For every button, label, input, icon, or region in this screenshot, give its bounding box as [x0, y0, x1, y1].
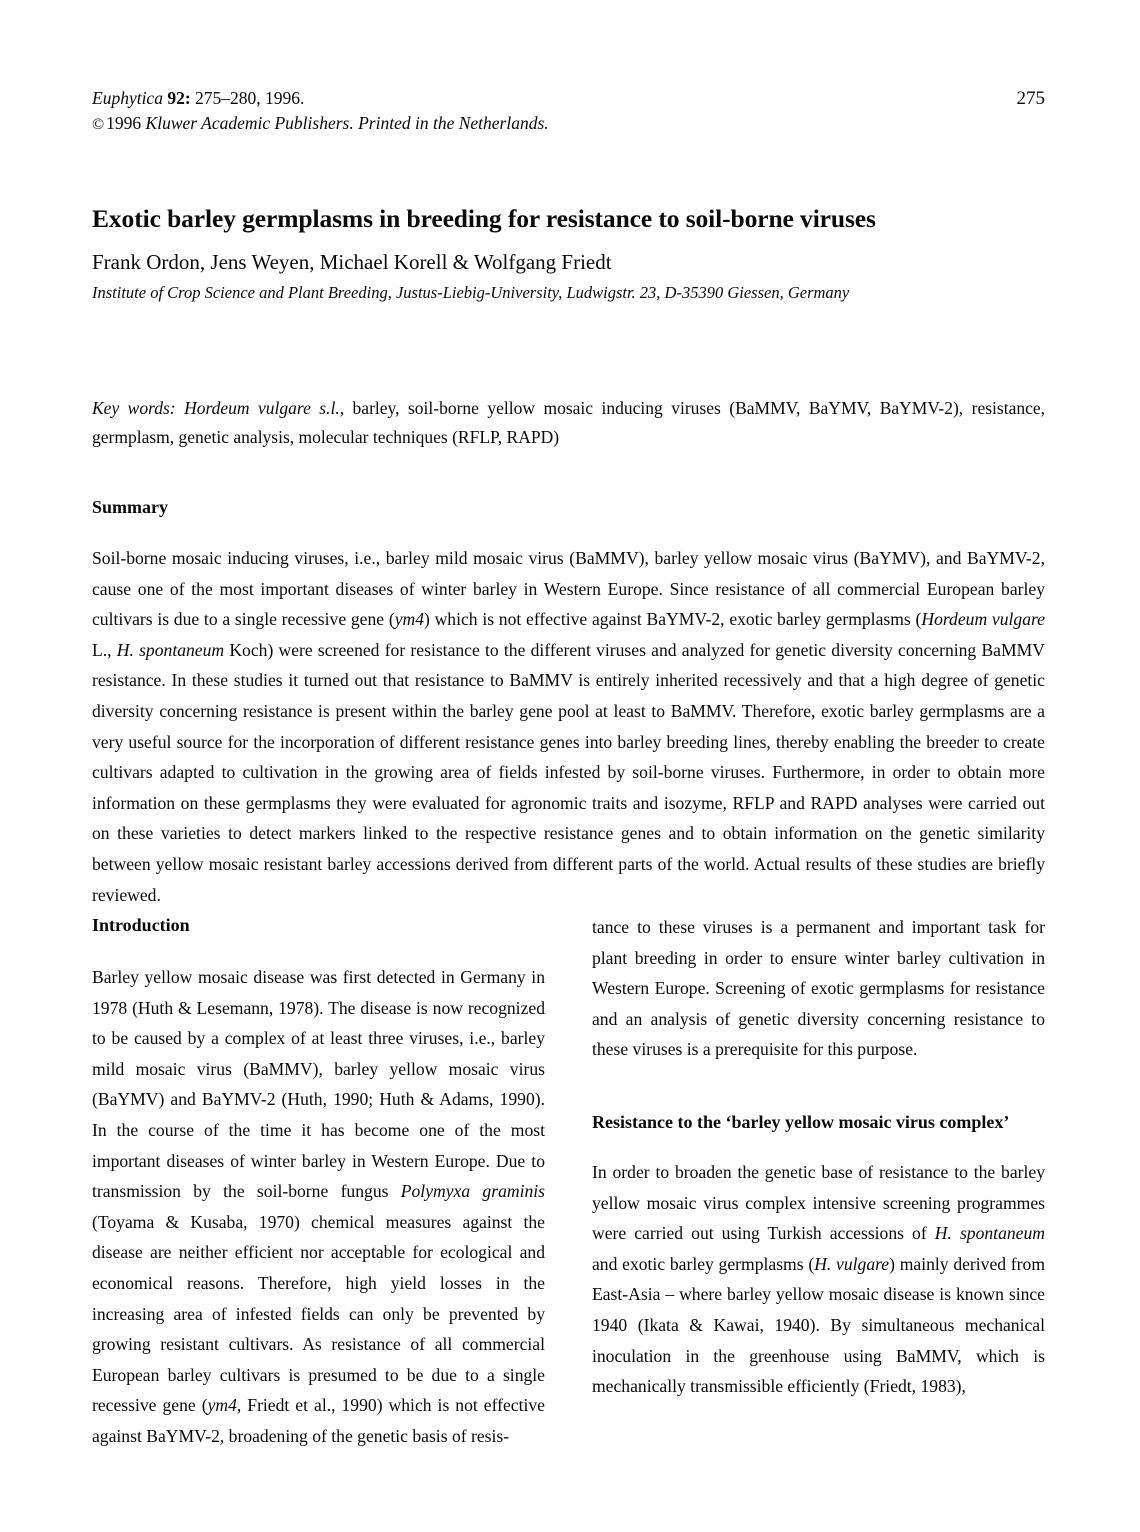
intro-text-2: (Toyama & Kusaba, 1970) chemical measures against the disease are neither efficient nor acceptable for ecological and economical reasons. Therefore, high yield losses in the increasing area of infested fields can only be prevented by growing resistant cultivars. As resistance of all commercial European barley cultivars is presumed to be due to a single recessive gene (	[92, 1211, 545, 1416]
keywords-block	[92, 394, 1045, 451]
article-title: Exotic barley germplasms in breeding for resistance to soil-borne viruses	[92, 204, 876, 234]
introduction-continuation-paragraph: tance to these viruses is a permanent and important task for plant breeding in order to ensure winter barley cultivation in Western Europe. Screening of exotic germplasms for resistance and an analysis of genetic diversity concerning resistance to these viruses is a prerequisite for this purpose.	[592, 917, 1045, 1060]
resistance-species-h-vulgare: H. vulgare	[814, 1253, 890, 1274]
paper-page	[92, 0, 1045, 1532]
two-column-body	[92, 912, 1046, 1446]
journal-name: Euphytica	[92, 88, 163, 108]
resistance-text-3: ) mainly derived from East-Asia – where barley yellow mosaic disease is known since 1940 (Ikata & Kawai, 1940). By simultaneous mechanical inoculation in the greenhouse using BaMMV, which is mechanically transmissible efficiently (Friedt, 1983),	[592, 1253, 1046, 1397]
introduction-paragraph	[92, 962, 545, 1452]
intro-species-polymyxa-graminis: Polymyxa graminis	[400, 1181, 545, 1202]
journal-volume: 92:	[167, 88, 191, 108]
resistance-species-h-spontaneum: H. spontaneum	[934, 1223, 1045, 1244]
journal-header	[92, 86, 1045, 137]
author-list: Frank Ordon, Jens Weyen, Michael Korell & Wolfgang Friedt	[92, 250, 612, 274]
summary-gene-ym4: ym4	[394, 609, 424, 630]
copyright-line	[92, 111, 1045, 137]
publisher-name: Kluwer Academic Publishers.	[145, 113, 354, 133]
resistance-text-1: In order to broaden the genetic base of resistance to the barley yellow mosaic virus complex intensive screening programmes were carried out using Turkish accessions of	[592, 1161, 1045, 1244]
resistance-paragraph	[592, 1157, 1045, 1402]
journal-pages-year: 275–280, 1996.	[195, 88, 305, 108]
summary-heading: Summary	[92, 497, 168, 517]
summary-species-hordeum-vulgare: Hordeum vulgare	[921, 609, 1045, 630]
introduction-heading: Introduction	[92, 915, 190, 935]
intro-text-3: , Friedt et al., 1990) which is not effective against BaYMV-2, broadening of the genetic basis of resis-	[92, 1395, 545, 1446]
summary-text-4: Koch) were screened for resistance to the different viruses and analyzed for genetic diversity concerning BaMMV resistance. In these studies it turned out that resistance to BaMMV is entirely inherited recessively and that a high degree of genetic diversity concerning resistance is present within the barley gene pool at least to BaMMV. Therefore, exotic barley germplasms are a very useful source for the incorporation of different resistance genes into barley breeding lines, thereby enabling the breeder to create cultivars adapted to cultivation in the growing area of fields infested by soil-borne viruses. Furthermore, in order to obtain more information on these germplasms they were evaluated for agronomic traits and isozyme, RFLP and RAPD analyses were carried out on these varieties to detect markers linked to the respective resistance genes and to obtain information on the genetic similarity between yellow mosaic resistant barley accessions derived from different parts of the world. Actual results of these studies are briefly reviewed.	[92, 639, 1045, 905]
resistance-text-2: and exotic barley germplasms (	[592, 1253, 815, 1274]
copyright-year: 1996	[106, 113, 142, 133]
intro-gene-ym4: ym4	[207, 1395, 237, 1416]
summary-paragraph	[92, 543, 1045, 910]
left-column	[92, 912, 545, 1452]
affiliation: Institute of Crop Science and Plant Breeding, Justus-Liebig-University, Ludwigstr. 23, D-35390 Giessen, Germany	[92, 283, 850, 302]
summary-text-1: Soil-borne mosaic inducing viruses, i.e., barley mild mosaic virus (BaMMV), barley yellow mosaic virus (BaYMV), and BaYMV-2, cause one of the most important diseases of winter barley in Western Europe. Since resistance of all commercial European barley cultivars is due to a single recessive gene (	[92, 548, 1045, 630]
column-spacer	[592, 1065, 1045, 1109]
summary-species-h-spontaneum: H. spontaneum	[116, 639, 225, 660]
keywords-species: Hordeum vulgare s.l.,	[184, 398, 345, 418]
summary-text-2: ) which is not effective against BaYMV-2, exotic barley germplasms (	[424, 609, 922, 630]
printed-in-note: Printed in the Netherlands.	[358, 113, 549, 133]
page-number: 275	[1016, 88, 1045, 109]
keywords-text: barley, soil-borne yellow mosaic inducing viruses (BaMMV, BaYMV, BaYMV-2), resistance, germplasm, genetic analysis, molecular techniques (RFLP, RAPD)	[92, 398, 1045, 447]
resistance-section-heading: Resistance to the ‘barley yellow mosaic virus complex’	[592, 1111, 1010, 1132]
journal-citation-line	[92, 86, 1045, 111]
keywords-label: Key words:	[92, 398, 176, 418]
copyright-icon: ©	[92, 116, 105, 133]
intro-text-1: Barley yellow mosaic disease was first detected in Germany in 1978 (Huth & Lesemann, 1978). The disease is now recognized to be caused by a complex of at least three viruses, i.e., barley mild mosaic virus (BaMMV), barley yellow mosaic virus (BaYMV) and BaYMV-2 (Huth, 1990; Huth & Adams, 1990). In the course of the time it has become one of the most important diseases of winter barley in Western Europe. Due to transmission by the soil-borne fungus	[92, 967, 545, 1202]
right-column	[592, 912, 1045, 1402]
summary-text-3: L.,	[92, 639, 117, 660]
